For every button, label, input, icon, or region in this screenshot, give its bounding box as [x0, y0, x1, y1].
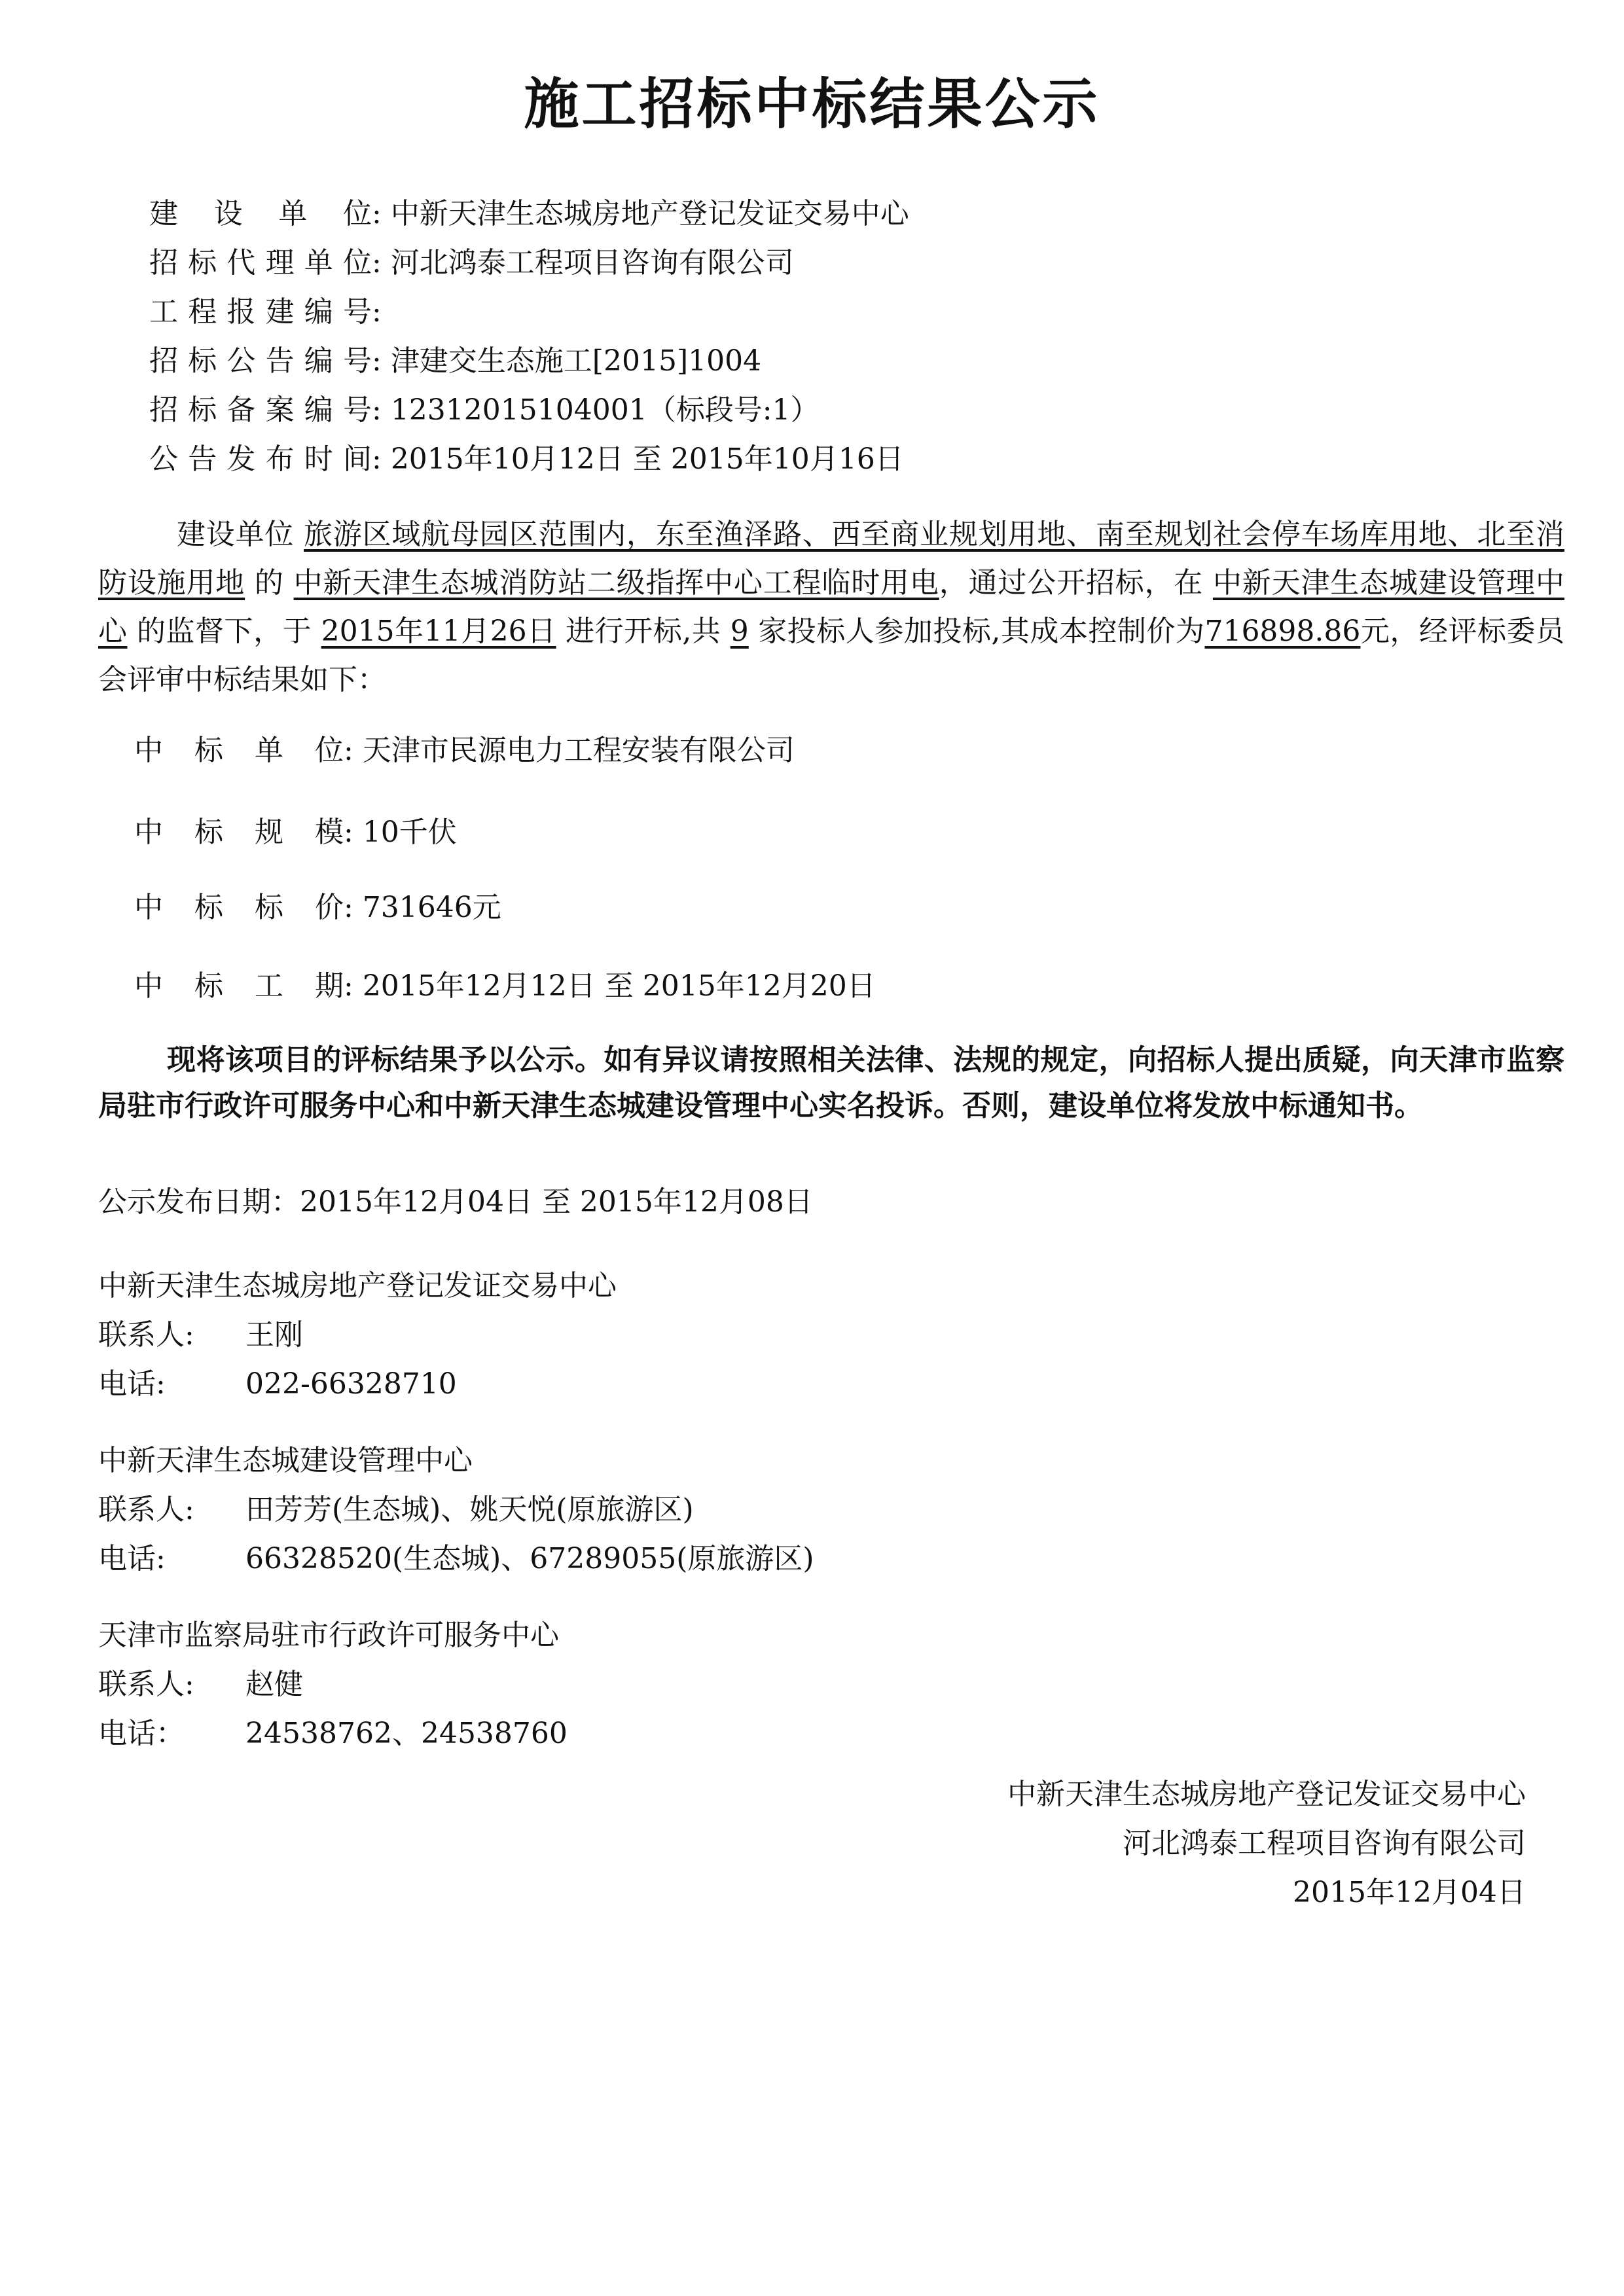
intro-text: 进行开标,共 — [556, 615, 731, 648]
intro-text: 家投标人参加投标,其成本控制价为 — [748, 615, 1205, 648]
intro-text: 建设单位 — [177, 518, 304, 551]
info-row-construction-unit: 建设单位: 中新天津生态城房地产登记发证交易中心 — [149, 190, 909, 232]
signature-date: 2015年12月04日 — [1293, 1876, 1526, 1909]
info-label: 公告发布时间 — [149, 442, 372, 476]
contact-phone-label: 电话: — [98, 1542, 166, 1575]
award-row-price: 中标标价: 731646元 — [134, 884, 501, 925]
contact-person-label: 联系人: — [98, 1318, 194, 1352]
contact-person-label: 联系人: — [98, 1668, 194, 1701]
project-name: 中新天津生态城消防站二级指挥中心工程临时用电 — [293, 566, 939, 600]
contact-person: 王刚 — [245, 1318, 303, 1352]
award-value: 10千伏 — [362, 816, 457, 849]
info-label: 建设单位 — [149, 197, 372, 230]
project-location: 旅游区域航母园区范围内，东至渔泽路、西至商业规划用地、南至规划社会停车场库用地、北至消防设施用地 — [98, 518, 1564, 600]
signature-org-2: 河北鸿泰工程项目咨询有限公司 — [1123, 1827, 1526, 1860]
info-value: 中新天津生态城房地产登记发证交易中心 — [390, 197, 909, 230]
supervisor-name: 中新天津生态城建设管理中心 — [98, 566, 1564, 648]
cost-limit: 716898.86 — [1204, 615, 1361, 648]
info-label: 招标备案编号 — [149, 393, 372, 427]
intro-paragraph — [98, 511, 1564, 704]
info-value: 12312015104001（标段号:1） — [390, 393, 820, 427]
notice-paragraph: 现将该项目的评标结果予以公示。如有异议请按照相关法律、法规的规定，向招标人提出质疑，向天津市监察局驻市行政许可服务中心和中新天津生态城建设管理中心实名投诉。否则，建设单位将发放中标通知书。 — [98, 1043, 1564, 1122]
contact-phone: 24538762、24538760 — [245, 1717, 568, 1750]
info-value: 2015年10月12日 至 2015年10月16日 — [390, 442, 904, 476]
award-row-winner: 中标单位: 天津市民源电力工程安装有限公司 — [134, 726, 795, 768]
award-value: 2015年12月12日 至 2015年12月20日 — [362, 969, 876, 1003]
info-label: 招标代理单位 — [149, 246, 372, 279]
award-label: 中标单位 — [134, 734, 344, 767]
info-label: 工程报建编号 — [149, 295, 372, 329]
info-row-agency: 招标代理单位: 河北鸿泰工程项目咨询有限公司 — [149, 239, 794, 281]
contact-org: 中新天津生态城建设管理中心 — [98, 1444, 473, 1477]
info-row-notice-number: 招标公告编号: 津建交生态施工[2015]1004 — [149, 337, 761, 379]
contact-person: 赵健 — [245, 1668, 303, 1701]
award-label: 中标规模 — [134, 816, 344, 849]
publicity-dates: 公示发布日期：2015年12月04日 至 2015年12月08日 — [98, 1185, 813, 1219]
contact-person-row — [98, 1486, 694, 1528]
contact-person-label: 联系人: — [98, 1493, 194, 1526]
contact-org: 天津市监察局驻市行政许可服务中心 — [98, 1619, 559, 1652]
contact-phone-label: 电话： — [98, 1717, 185, 1750]
award-row-scale: 中标规模: 10千伏 — [134, 808, 457, 850]
contact-phone: 022-66328710 — [245, 1367, 457, 1401]
intro-text: 的监督下，于 — [127, 615, 321, 648]
info-row-project-number: 工程报建编号: — [149, 288, 382, 330]
award-row-period: 中标工期: 2015年12月12日 至 2015年12月20日 — [134, 962, 876, 1004]
info-value: 津建交生态施工[2015]1004 — [390, 344, 762, 378]
page-title: 施工招标中标结果公示 — [524, 71, 1100, 136]
info-row-filing-number: 招标备案编号: 12312015104001（标段号:1） — [149, 386, 820, 428]
contact-person-row — [98, 1311, 303, 1353]
award-value: 731646元 — [362, 891, 501, 924]
contact-person-row — [98, 1660, 303, 1702]
bidder-count: 9 — [730, 615, 749, 648]
contact-org: 中新天津生态城房地产登记发证交易中心 — [98, 1269, 617, 1302]
intro-text: 的 — [245, 566, 294, 600]
contact-phone-row — [98, 1360, 457, 1402]
info-label: 招标公告编号 — [149, 344, 372, 378]
info-row-publish-time: 公告发布时间: 2015年10月12日 至 2015年10月16日 — [149, 435, 904, 477]
contact-phone-row — [98, 1710, 568, 1751]
contact-phone: 66328520(生态城)、67289055(原旅游区) — [245, 1542, 814, 1575]
open-date: 2015年11月26日 — [321, 615, 556, 648]
info-value: 河北鸿泰工程项目咨询有限公司 — [390, 246, 794, 279]
signature-org-1: 中新天津生态城房地产登记发证交易中心 — [1007, 1778, 1526, 1811]
award-label: 中标工期 — [134, 969, 344, 1003]
intro-text: 元，经评标委员会评审中标结果如下： — [98, 615, 1565, 696]
contact-phone-label: 电话: — [98, 1367, 166, 1401]
award-label: 中标标价 — [134, 891, 344, 924]
award-value: 天津市民源电力工程安装有限公司 — [362, 734, 795, 767]
contact-phone-row — [98, 1535, 814, 1577]
contact-person: 田芳芳(生态城)、姚天悦(原旅游区) — [245, 1493, 694, 1526]
intro-text: ，通过公开招标，在 — [939, 566, 1213, 600]
